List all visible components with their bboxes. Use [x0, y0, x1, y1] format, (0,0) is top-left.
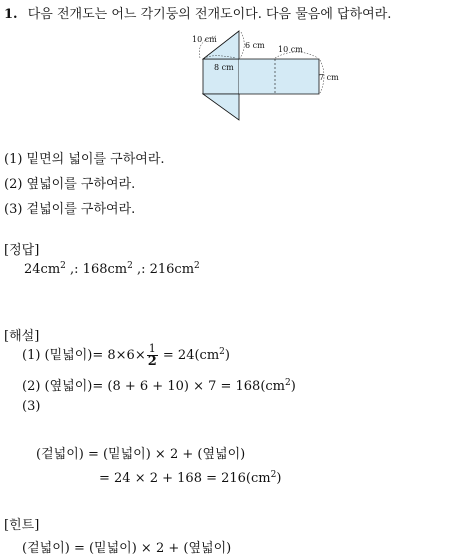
lateral-face-2: [239, 59, 275, 94]
dim-label-10cm-top: 10 cm: [278, 45, 303, 54]
dim-label-10cm-diag: 10 cm: [192, 35, 217, 44]
prism-net-figure: [188, 28, 339, 124]
hint-header: [힌트]: [4, 518, 40, 533]
explanation-line-5: = $24 \times 2 + 168 = 216(cm^2)$: [99, 470, 282, 486]
explanation-line-4: (겉넓이) = (밑넓이) × 2 + (옆넓이): [36, 447, 246, 462]
answer-values: $24cm^2$ ,: $168cm^2$ ,: $216cm^2$: [24, 261, 200, 277]
dim-label-8cm: 8 cm: [214, 63, 234, 72]
hint-text: (겉넓이) = (밑넓이) × 2 + (옆넓이): [22, 541, 232, 556]
bottom-base-triangle: [203, 94, 239, 120]
explanation-line-2: (2) (옆넓이)= $(8 + 6 + 10) \times 7 = 168(cm^2)$: [22, 378, 296, 394]
question-text: 다음 전개도는 어느 각기둥의 전개도이다. 다음 물음에 답하여라.: [27, 7, 392, 22]
sub-question-3: (3) 겉넓이를 구하여라.: [4, 202, 136, 217]
dim-label-6cm: 6 cm: [245, 41, 265, 50]
dim-label-7cm: 7 cm: [319, 73, 339, 82]
sub-question-1: (1) 밑면의 넓이를 구하여라.: [4, 152, 165, 167]
question-line: [4, 3, 391, 22]
lateral-face-3: [275, 59, 319, 94]
explanation-header: [해설]: [4, 329, 40, 344]
answer-header: [정답]: [4, 243, 40, 258]
question-number: 1.: [4, 7, 18, 22]
sub-question-2: (2) 옆넓이를 구하여라.: [4, 177, 136, 192]
fraction-one-half: $\frac{1}{2}$: [147, 342, 157, 369]
explanation-line-1: (1) (밑넓이)= 8×6× $\frac{1}{2}$ = $24(cm^2)$: [22, 342, 230, 369]
explanation-line-3: (3): [22, 399, 41, 414]
